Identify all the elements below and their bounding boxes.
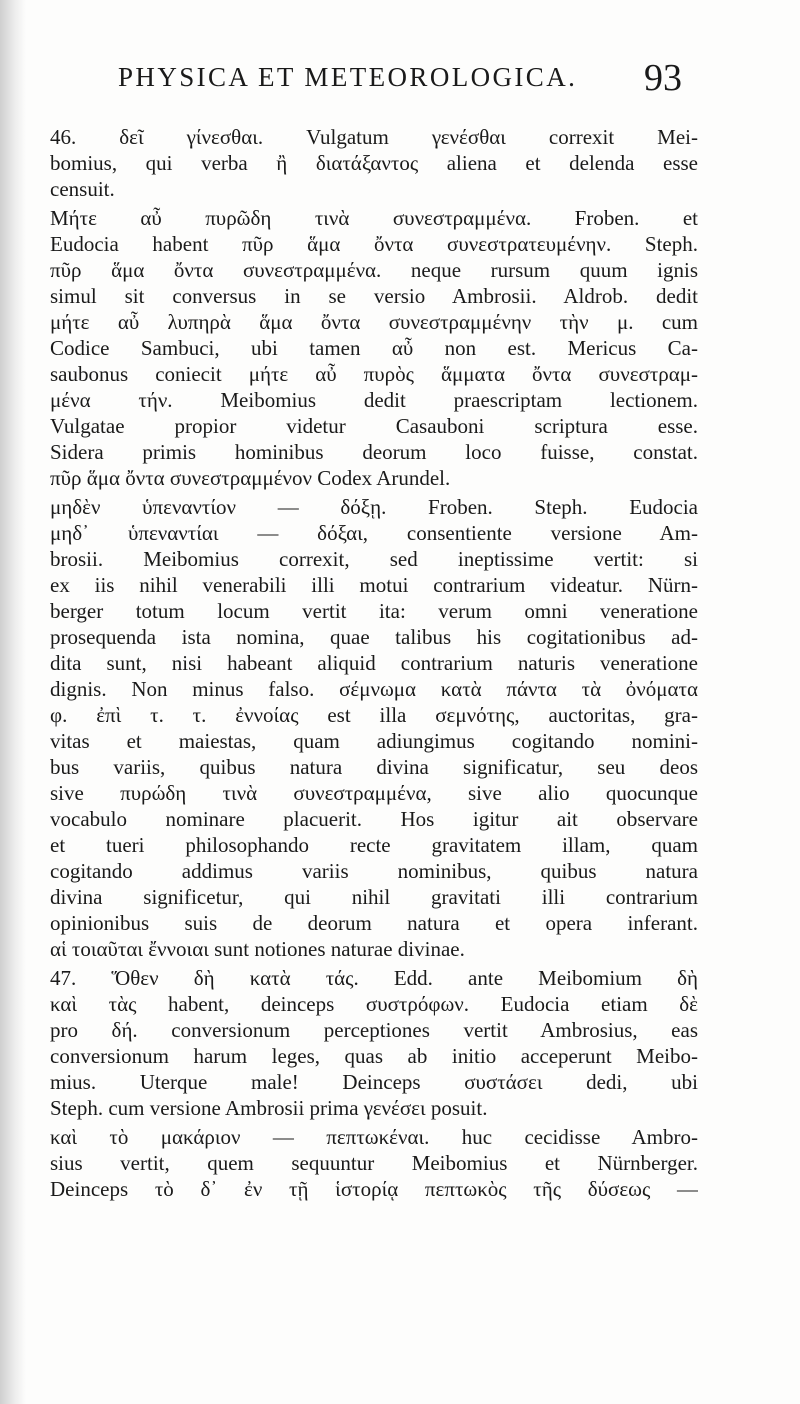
text-line: αἱ τοιαῦται ἔννοιαι sunt notiones naturae divinae.	[50, 937, 465, 961]
text-line: μένα τήν. Meibomius dedit praescriptam lectionem.	[50, 388, 698, 412]
text-line: bus variis, quibus natura divina significatur, seu deos	[50, 755, 698, 779]
running-title: PHYSICA ET METEOROLOGICA.	[118, 62, 578, 92]
text-line: 47. Ὅθεν δὴ κατὰ τάς. Edd. ante Meibomium δὴ	[50, 966, 698, 990]
text-line: et tueri philosophando recte gravitatem illam, quam	[50, 833, 698, 857]
text-line: Μήτε αὖ πυρῶδη τινὰ συνεστραμμένα. Froben. et	[50, 206, 698, 230]
text-line: censuit.	[50, 177, 115, 201]
text-line: μηδὲν ὑπεναντίον — δόξῃ. Froben. Steph. Eudocia	[50, 495, 698, 519]
text-line: sius vertit, quem sequuntur Meibomius et Nürnberger.	[50, 1151, 698, 1175]
text-line: conversionum harum leges, quas ab initio acceperunt Meibo-	[50, 1044, 698, 1068]
text-line: μηδ᾿ ὑπεναντίαι — δόξαι, consentiente versione Am-	[50, 521, 698, 545]
text-line: Eudocia habent πῦρ ἅμα ὄντα συνεστρατευμένην. Steph.	[50, 232, 698, 256]
text-line: ex iis nihil venerabili illi motui contrarium videatur. Nürn-	[50, 573, 698, 597]
text-line: divina significetur, qui nihil gravitati illi contrarium	[50, 885, 698, 909]
text-line: Vulgatae propior videtur Casauboni scriptura esse.	[50, 414, 698, 438]
text-line: dignis. Non minus falso. σέμνωμα κατὰ πάντα τὰ ὀνόματα	[50, 677, 698, 701]
commentary-text	[50, 124, 698, 1202]
text-line: berger totum locum vertit ita: verum omni veneratione	[50, 599, 698, 623]
text-line: vocabulo nominare placuerit. Hos igitur ait observare	[50, 807, 698, 831]
text-line: prosequenda ista nomina, quae talibus his cogitationibus ad-	[50, 625, 698, 649]
text-line: saubonus coniecit μήτε αὖ πυρὸς ἅμματα ὄντα συνεστραμ-	[50, 362, 698, 386]
page-spine-shadow	[0, 0, 26, 1404]
page-header	[0, 57, 800, 102]
text-line: vitas et maiestas, quam adiungimus cogitando nomini-	[50, 729, 698, 753]
text-line: dita sunt, nisi habeant aliquid contrarium naturis veneratione	[50, 651, 698, 675]
text-line: μήτε αὖ λυπηρὰ ἅμα ὄντα συνεστραμμένην τὴν μ. cum	[50, 310, 698, 334]
text-line: mius. Uterque male! Deinceps συστάσει dedi, ubi	[50, 1070, 698, 1094]
text-line: καὶ τὸ μακάριον — πεπτωκέναι. huc cecidisse Ambro-	[50, 1125, 698, 1149]
text-line: Codice Sambuci, ubi tamen αὖ non est. Mericus Ca-	[50, 336, 698, 360]
text-line: πῦρ ἅμα ὄντα συνεστραμμένα. neque rursum quum ignis	[50, 258, 698, 282]
text-line: brosii. Meibomius correxit, sed ineptissime vertit: si	[50, 547, 698, 571]
text-line: sive πυρώδη τινὰ συνεστραμμένα, sive alio quocunque	[50, 781, 698, 805]
text-line: bomius, qui verba ἢ διατάξαντος aliena et delenda esse	[50, 151, 698, 175]
text-line: opinionibus suis de deorum natura et opera inferant.	[50, 911, 698, 935]
text-line: Steph. cum versione Ambrosii prima γενέσει posuit.	[50, 1096, 488, 1120]
text-line: Deinceps τὸ δ᾿ ἐν τῇ ἱστορίᾳ πεπτωκὸς τῆς δύσεως —	[50, 1177, 698, 1201]
text-line: simul sit conversus in se versio Ambrosii. Aldrob. dedit	[50, 284, 698, 308]
text-line: 46. δεῖ γίνεσθαι. Vulgatum γενέσθαι correxit Mei-	[50, 125, 698, 149]
text-line: Sidera primis hominibus deorum loco fuisse, constat.	[50, 440, 698, 464]
text-line: φ. ἐπὶ τ. τ. ἐννοίας est illa σεμνότης, auctoritas, gra-	[50, 703, 698, 727]
text-line: pro δή. conversionum perceptiones vertit Ambrosius, eas	[50, 1018, 698, 1042]
text-line: καὶ τὰς habent, deinceps συστρόφων. Eudocia etiam δὲ	[50, 992, 698, 1016]
text-line: cogitando addimus variis nominibus, quibus natura	[50, 859, 698, 883]
text-line: πῦρ ἅμα ὄντα συνεστραμμένον Codex Arundel.	[50, 466, 451, 490]
page-number: 93	[644, 57, 682, 99]
